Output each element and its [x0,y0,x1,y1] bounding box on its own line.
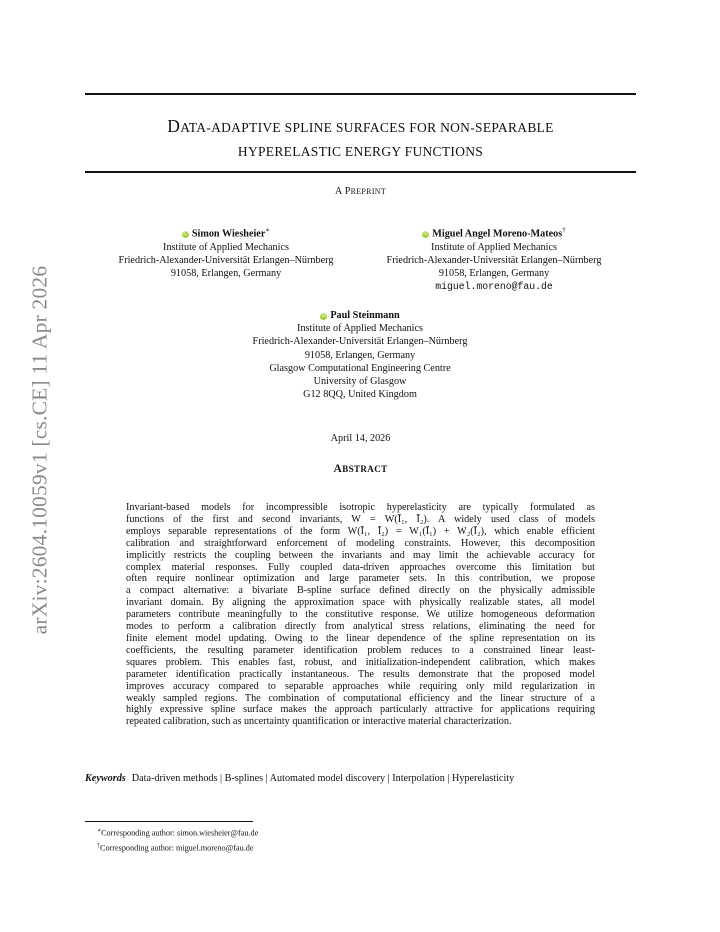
abstract-line: finite element model updating. Owing to the linear dependence of the spline representation on its [126,632,595,644]
abstract-line: parameter identification practically instantaneous. The results demonstrate that the proposed model [126,668,595,680]
abstract-line: repeated calibration, such as uncertainty quantification or interactive material characterization. [126,716,512,728]
footnote [97,825,258,840]
abstract-line: coefficients, the resulting parameter identification problem reduces to a constrained linear least- [126,644,595,656]
preprint-label [85,186,636,197]
abstract-heading-cap: A [333,463,343,475]
keywords-text: Data-driven methods | B-splines | Automated model discovery | Interpolation | Hyperelasticity [131,773,515,784]
abstract-line: highly expressive spline surface makes the approach particularly attractive for applications requiring [126,704,595,716]
paper-title-line2 [85,140,636,161]
author-name: Simon Wiesheier [191,228,266,240]
abstract-line: invariant domain. By aligning the approximation space with physically realizable states, all model [126,597,595,609]
footnote-rule [85,821,253,822]
author-affiliation: Institute of Applied Mechanics [163,241,289,253]
author-name-line [363,224,625,241]
author-affiliation: G12 8QQ, United Kingdom [303,389,417,401]
abstract-line: Invariant-based models for incompressible isotropic hyperelasticity are typically formulated as [126,502,595,513]
title-initial: D [167,116,181,136]
footnotes [97,825,258,854]
title-bottom-rule [85,171,636,173]
orcid-icon[interactable]: iD [182,231,188,238]
author-affiliation: 91058, Erlangen, Germany [170,268,282,279]
author-affiliation: Institute of Applied Mechanics [297,323,423,335]
abstract-line: calibration and straightforward enforcement of modeling constraints. However, this decomposition [126,537,595,549]
author-name-line [95,224,357,241]
author-affiliation: University of Glasgow [313,376,407,388]
orcid-icon[interactable]: iD [321,313,327,319]
orcid-icon[interactable]: iD [423,231,429,238]
author-affiliation: 91058, Erlangen, Germany [438,268,550,279]
preprint-cap-p: P [344,186,351,197]
abstract-line: functions of the first and second invariants, W = W(Ī₁, Ī₂). A widely used class of models [126,513,595,525]
abstract-body [126,502,595,728]
author-affiliation: Institute of Applied Mechanics [431,241,557,253]
title-line2: HYPERELASTIC ENERGY FUNCTIONS [237,144,484,159]
abstract-line: often require nonlinear optimization and large parameter sets. In this contribution, we propose [126,573,595,585]
author-affiliation: Glasgow Computational Engineering Centre [269,362,451,374]
keywords [85,773,636,784]
footnote-text: Corresponding author: miguel.moreno@fau.de [100,843,254,853]
title-line1: ATA-ADAPTIVE SPLINE SURFACES FOR NON-SEPARABLE [180,120,554,135]
abstract-line: complex material responses. Fully coupled data-driven approaches overcome this limitation but [126,561,595,573]
publication-date: April 14, 2026 [330,433,391,444]
abstract-line: improves accuracy compared to separable approaches while requiring only mild regularization in [126,680,595,692]
abstract-line: employs separable representations of the form W(Ī₁, Ī₂) = W₁(Ī₁) + W₂(Ī₂), which enable efficient [126,525,595,537]
author-mark: ∗ [265,226,271,234]
author-affiliation: Friedrich-Alexander-Universität Erlangen–Nürnberg [386,254,602,266]
author-affiliation: Friedrich-Alexander-Universität Erlangen–Nürnberg [118,254,334,266]
author-email[interactable]: miguel.moreno@fau.de [435,281,553,293]
preprint-rest: REPRINT [350,187,387,196]
author-block-2 [363,224,625,293]
author-name: Paul Steinmann [330,310,400,321]
author-mark: † [562,226,566,234]
paper-title [85,116,636,137]
abstract-line: parameters contribute meaningfully to the constitutive response. We utilize homogeneous deformation [126,609,595,621]
author-name: Miguel Angel Moreno-Mateos [432,228,563,240]
arxiv-stamp-text: arXiv:2604.10059v1 [cs.CE] 11 Apr 2026 [27,265,52,635]
abstract-line: weakly sampled regions. The combination of computational efficiency and the linear structure of a [126,692,595,704]
keywords-label: Keywords [85,773,126,784]
abstract-line: squares problem. This enables fast, robust, and initialization-independent calibration, which makes [126,656,595,668]
footnote-text: Corresponding author: simon.wiesheier@fau.de [101,828,259,838]
author-name-line [210,309,510,322]
abstract-heading [85,463,636,475]
preprint-cap-a: A [334,186,345,197]
title-top-rule [85,93,636,95]
footnote-mark: ∗ [97,828,102,834]
abstract-line: modes to perform a calibration directly from analytical stress relations, eliminating the need for [126,621,595,633]
abstract-line: implicitly restricts the coupling between the invariants and may limit the achievable accuracy for [126,549,595,561]
abstract-heading-rest: BSTRACT [342,464,388,474]
abstract-line: a compact alternative: a bivariate B-spline surface defined directly on the physically admissible [126,585,595,597]
author-affiliation: Friedrich-Alexander-Universität Erlangen–Nürnberg [252,336,468,348]
footnote-mark: † [97,842,100,849]
author-block-3 [210,309,510,401]
footnote [97,840,258,855]
author-block-1 [95,224,357,280]
author-affiliation: 91058, Erlangen, Germany [304,349,416,361]
